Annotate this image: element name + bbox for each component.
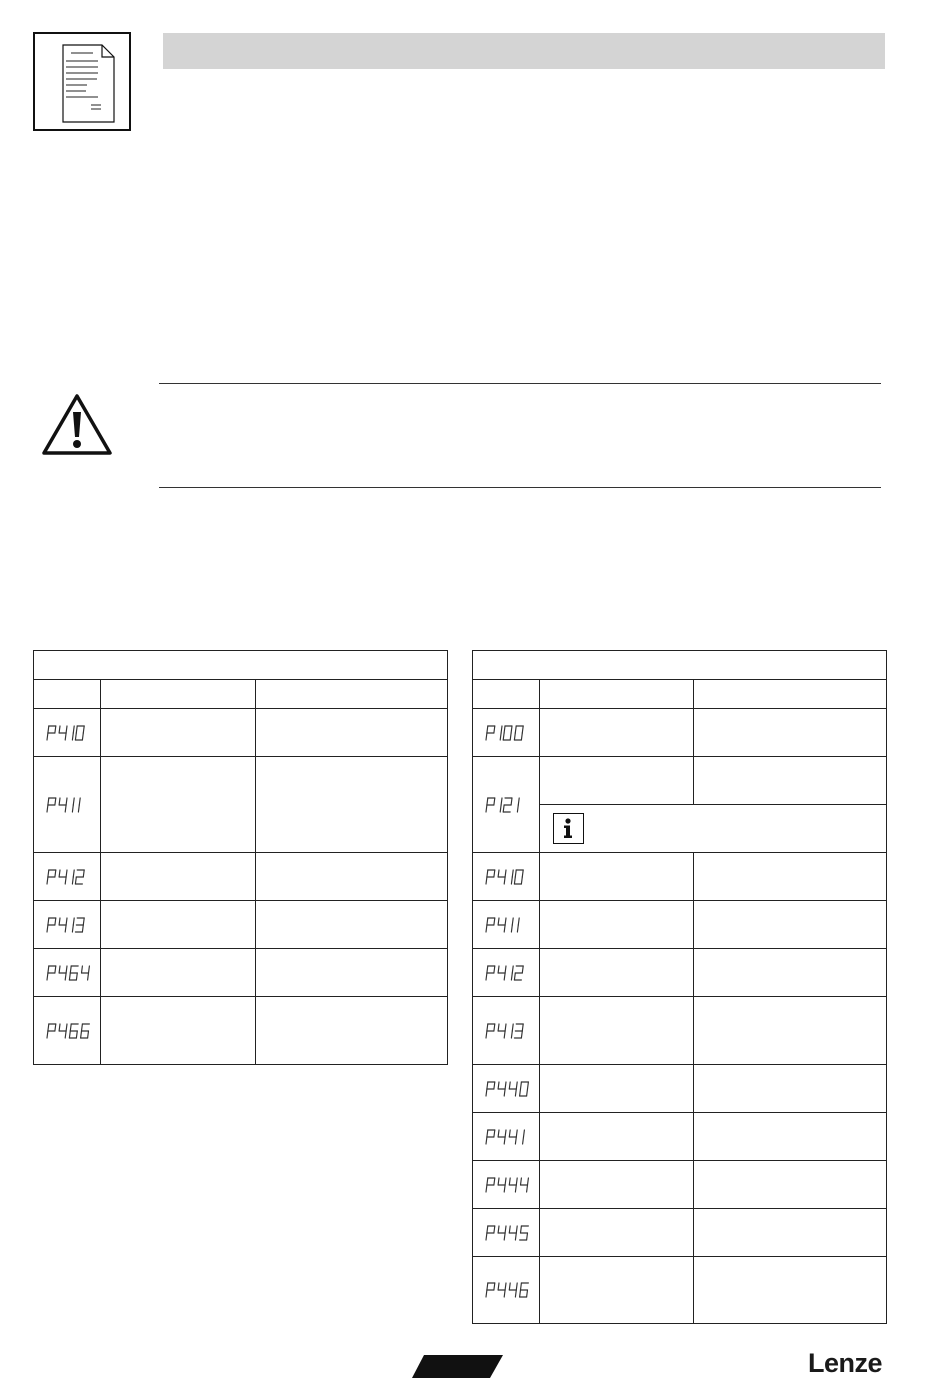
table-header-cell — [34, 680, 101, 709]
warning-rule-top — [159, 383, 881, 384]
document-icon — [33, 32, 131, 131]
table-row — [34, 709, 448, 757]
parameter-code-display — [485, 963, 533, 983]
table-header-cell — [540, 680, 694, 709]
parameter-code-display — [485, 867, 533, 887]
parameter-code-display — [46, 915, 94, 935]
parameter-code-display — [485, 723, 533, 743]
parameter-code-display — [46, 795, 94, 815]
brand-logo: Lenze — [808, 1348, 883, 1378]
warning-rule-bottom — [159, 487, 881, 488]
parameter-code-display — [485, 1280, 533, 1300]
table-row — [473, 1113, 887, 1161]
parameter-code-display — [46, 963, 94, 983]
parameter-code-display — [485, 915, 533, 935]
table-row — [473, 901, 887, 949]
parameter-code-display — [46, 1021, 94, 1041]
parameter-code-display — [485, 1223, 533, 1243]
section-header-bar — [163, 33, 885, 69]
parameter-code-display — [485, 795, 533, 815]
info-icon — [553, 813, 584, 844]
parameter-code-display — [485, 1127, 533, 1147]
table-row — [473, 997, 887, 1065]
table-header-cell — [473, 680, 540, 709]
right-parameter-table — [472, 650, 887, 1324]
table-row — [473, 1161, 887, 1209]
table-row — [473, 757, 887, 805]
table-row — [473, 1209, 887, 1257]
table-row — [34, 757, 448, 853]
page-number-tab — [412, 1355, 504, 1384]
parameter-code-display — [485, 1175, 533, 1195]
table-header-cell — [101, 680, 256, 709]
table-row — [473, 949, 887, 997]
table-header-cell — [256, 680, 448, 709]
parameter-code-display — [46, 723, 94, 743]
warning-triangle-icon — [41, 392, 113, 463]
parameter-code-display — [485, 1021, 533, 1041]
table-title-cell — [34, 651, 448, 680]
table-header-cell — [694, 680, 887, 709]
table-row — [34, 949, 448, 997]
table-row — [473, 1065, 887, 1113]
table-title-cell — [473, 651, 887, 680]
left-parameter-table — [33, 650, 448, 1065]
table-row — [473, 853, 887, 901]
table-row — [34, 853, 448, 901]
parameter-code-display — [46, 867, 94, 887]
table-row — [34, 901, 448, 949]
parameter-code-display — [485, 1079, 533, 1099]
table-row — [34, 997, 448, 1065]
table-row — [473, 1257, 887, 1324]
table-row — [473, 709, 887, 757]
